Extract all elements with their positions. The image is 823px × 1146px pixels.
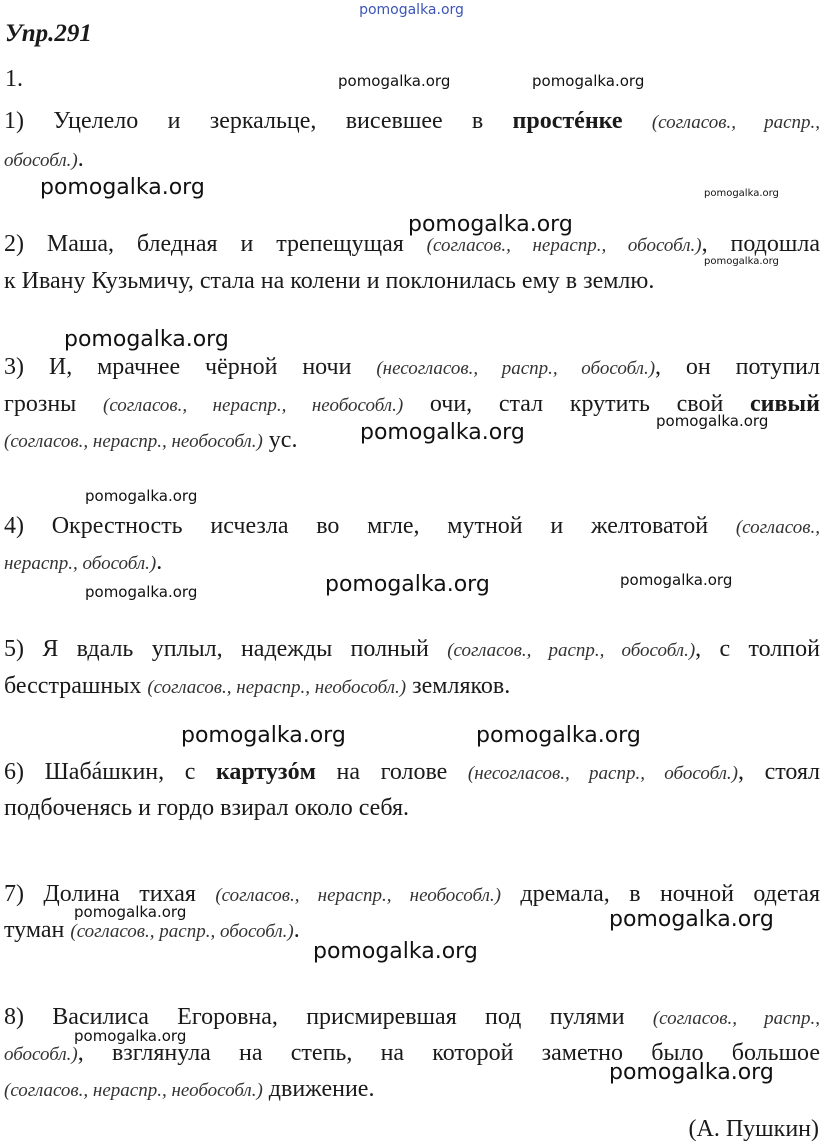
- watermark: pomogalka.org: [181, 723, 346, 748]
- watermark: pomogalka.org: [64, 327, 229, 352]
- sentence-3-line-3: (согласов., нераспр., необособл.) ус.: [4, 427, 298, 453]
- sentence-8-line-1: 8) Василиса Егоровна, присмиревшая под пулями (согласов., распр.,: [4, 1004, 821, 1030]
- watermark: pomogalka.org: [620, 571, 733, 589]
- sentence-6-line-2: подбоченясь и гордо взирал около себя.: [4, 795, 409, 821]
- part-number: 1.: [5, 66, 23, 92]
- sentence-4-line-2: нераспр., обособл.).: [4, 549, 163, 575]
- sentence-7-line-1: 7) Долина тихая (согласов., нераспр., необособл.) дремала, в ночной одетая: [4, 881, 820, 907]
- sentence-8-line-2: обособл.), взглянула на степь, на которой заметно было большое: [4, 1040, 820, 1066]
- watermark: pomogalka.org: [704, 188, 779, 199]
- watermark: pomogalka.org: [609, 1060, 774, 1085]
- sentence-2-line-1: 2) Маша, бледная и трепещущая (согласов., нераспр., обособл.), подошла: [4, 231, 820, 257]
- author-signature: (А. Пушкин): [688, 1116, 819, 1142]
- watermark: pomogalka.org: [40, 175, 205, 200]
- sentence-2-line-2: к Ивану Кузьмичу, стала на колени и поклонилась ему в землю.: [4, 268, 655, 294]
- watermark: pomogalka.org: [74, 903, 187, 921]
- watermark: pomogalka.org: [704, 256, 779, 267]
- sentence-5-line-1: 5) Я вдаль уплыл, надежды полный (согласов., распр., обособл.), с толпой: [4, 636, 820, 662]
- sentence-6-line-1: 6) Шабáшкин, с картузóм на голове (несогласов., распр., обособл.), стоял: [4, 759, 820, 785]
- sentence-5-line-2: бесстрашных (согласов., нераспр., необособл.) земляков.: [4, 673, 511, 699]
- watermark: pomogalka.org: [408, 212, 573, 237]
- watermark: pomogalka.org: [74, 1027, 187, 1045]
- sentence-4-line-1: 4) Окрестность исчезла во мгле, мутной и желтоватой (согласов.,: [4, 513, 820, 539]
- watermark: pomogalka.org: [325, 572, 490, 597]
- watermark: pomogalka.org: [656, 412, 769, 430]
- watermark: pomogalka.org: [85, 487, 198, 505]
- sentence-3-line-1: 3) И, мрачнее чёрной ночи (несогласов., распр., обособл.), он потупил: [4, 354, 820, 380]
- sentence-8-line-3: (согласов., нераспр., необособл.) движение.: [4, 1076, 375, 1102]
- site-watermark-top: pomogalka.org: [359, 2, 464, 18]
- watermark: pomogalka.org: [476, 723, 641, 748]
- sentence-1-line-1: 1) Уцелело и зеркальце, висевшее в простéнке (согласов., распр.,: [4, 108, 820, 134]
- sentence-7-line-2: туман (согласов., распр., обособл.).: [4, 917, 300, 943]
- watermark: pomogalka.org: [313, 939, 478, 964]
- sentence-1-line-2: обособл.).: [4, 146, 84, 172]
- watermark: pomogalka.org: [85, 583, 198, 601]
- watermark: pomogalka.org: [532, 72, 645, 90]
- sentence-3-line-2: грозны (согласов., нераспр., необособл.) очи, стал крутить свой сивый: [4, 391, 820, 417]
- watermark: pomogalka.org: [338, 72, 451, 90]
- exercise-title: Упр.291: [5, 20, 92, 47]
- watermark: pomogalka.org: [360, 420, 525, 445]
- watermark: pomogalka.org: [609, 907, 774, 932]
